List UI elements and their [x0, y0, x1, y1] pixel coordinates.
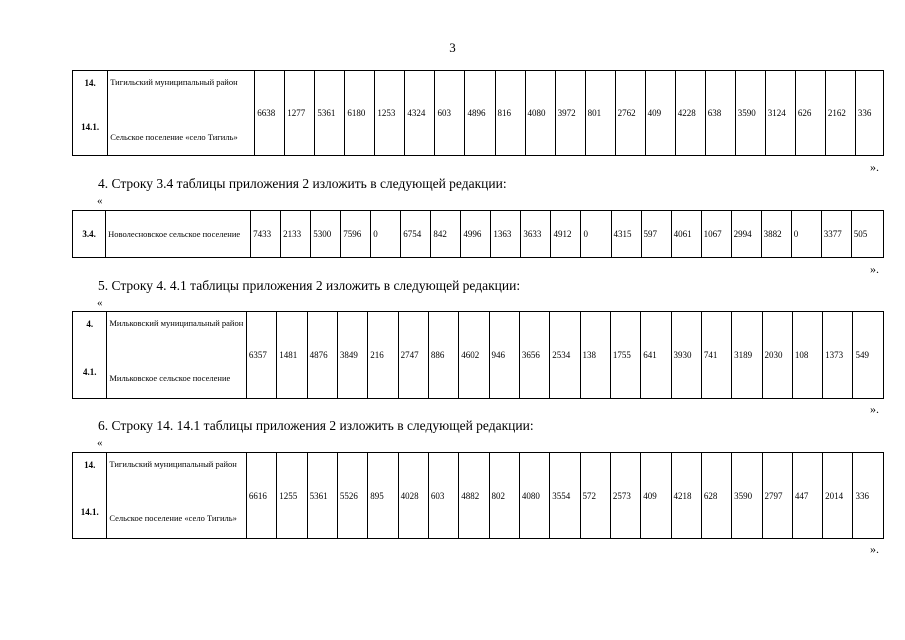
value-cell: 597 — [641, 211, 671, 258]
value-cell: 409 — [645, 71, 675, 156]
value-cell: 6616 — [246, 453, 276, 539]
value-cell: 3972 — [555, 71, 585, 156]
value-cell: 3554 — [550, 453, 580, 539]
row-name: Мильковский муниципальный район — [109, 318, 244, 328]
value-cell: 4324 — [405, 71, 435, 156]
value-cell: 7596 — [341, 211, 371, 258]
value-cell: 6754 — [401, 211, 431, 258]
section-heading: 6. Строку 14. 14.1 таблицы приложения 2 изложить в следующей редакции: — [98, 418, 534, 433]
value-cell: 6638 — [255, 71, 285, 156]
value-cell: 638 — [705, 71, 735, 156]
opening-quote: « — [97, 297, 103, 309]
value-cell: 4061 — [671, 211, 701, 258]
value-cell: 1253 — [375, 71, 405, 156]
value-cell: 626 — [795, 71, 825, 156]
value-cell: 0 — [371, 211, 401, 258]
table-tigil-2 — [72, 452, 884, 539]
value-cell: 6357 — [246, 312, 276, 399]
row-index: 4.1. — [82, 367, 97, 377]
row-name-cell — [107, 453, 247, 539]
closing-quote: ». — [870, 402, 879, 416]
row-index: 14.1. — [81, 122, 100, 132]
value-cell: 641 — [641, 312, 671, 399]
value-cell: 216 — [368, 312, 398, 399]
value-cell: 5300 — [311, 211, 341, 258]
value-cell: 2797 — [762, 453, 792, 539]
value-cell: 336 — [855, 71, 883, 156]
value-cell: 886 — [428, 312, 458, 399]
row-name: Тигильский муниципальный район — [109, 459, 237, 469]
value-cell: 4028 — [398, 453, 428, 539]
value-cell: 4228 — [675, 71, 705, 156]
value-cell: 1067 — [701, 211, 731, 258]
value-cell: 3849 — [337, 312, 367, 399]
value-cell: 3189 — [732, 312, 762, 399]
value-cell: 842 — [431, 211, 461, 258]
closing-quote: ». — [870, 542, 879, 556]
value-cell: 4876 — [307, 312, 337, 399]
value-cell: 4882 — [459, 453, 489, 539]
value-cell: 3124 — [765, 71, 795, 156]
value-cell: 1481 — [277, 312, 307, 399]
value-cell: 4602 — [459, 312, 489, 399]
page-number: 3 — [449, 40, 456, 55]
table-milkovo — [72, 311, 884, 399]
value-cell: 5526 — [337, 453, 367, 539]
value-cell: 2762 — [615, 71, 645, 156]
value-cell: 2133 — [281, 211, 311, 258]
section-heading: 4. Строку 3.4 таблицы приложения 2 изложить в следующей редакции: — [98, 176, 507, 191]
value-cell: 505 — [851, 211, 883, 258]
value-cell: 2162 — [825, 71, 855, 156]
value-cell: 0 — [581, 211, 611, 258]
value-cell: 2747 — [398, 312, 428, 399]
value-cell: 801 — [585, 71, 615, 156]
row-index-cell — [73, 312, 107, 399]
value-cell: 4315 — [611, 211, 641, 258]
row-name: Мильковское сельское поселение — [109, 373, 231, 383]
value-cell: 3656 — [519, 312, 549, 399]
value-cell: 3590 — [732, 453, 762, 539]
table-tigil-1 — [72, 70, 884, 156]
value-cell: 4080 — [525, 71, 555, 156]
value-cell: 2534 — [550, 312, 580, 399]
row-name — [106, 211, 251, 258]
value-cell: 447 — [792, 453, 822, 539]
value-cell: 0 — [791, 211, 821, 258]
value-cell: 4218 — [671, 453, 701, 539]
value-cell: 1363 — [491, 211, 521, 258]
value-cell: 1373 — [823, 312, 853, 399]
value-cell: 3590 — [735, 71, 765, 156]
value-cell: 4996 — [461, 211, 491, 258]
row-name: Сельское поселение «село Тигиль» — [109, 513, 237, 523]
opening-quote: « — [97, 195, 103, 207]
value-cell: 603 — [435, 71, 465, 156]
value-cell: 1255 — [277, 453, 307, 539]
value-cell: 946 — [489, 312, 519, 399]
value-cell: 895 — [368, 453, 398, 539]
value-cell: 138 — [580, 312, 610, 399]
section-heading: 5. Строку 4. 4.1 таблицы приложения 2 изложить в следующей редакции: — [98, 278, 521, 293]
value-cell: 4080 — [519, 453, 549, 539]
row-name-text: Новолесновское сельское поселение — [108, 228, 241, 239]
value-cell: 3930 — [671, 312, 701, 399]
value-cell: 1277 — [285, 71, 315, 156]
row-index: 14. — [84, 460, 96, 470]
value-cell: 741 — [701, 312, 731, 399]
value-cell: 7433 — [251, 211, 281, 258]
closing-quote: ». — [870, 262, 879, 276]
value-cell: 5361 — [307, 453, 337, 539]
value-cell: 3882 — [761, 211, 791, 258]
value-cell: 2994 — [731, 211, 761, 258]
value-cell: 1755 — [610, 312, 640, 399]
row-name-cell — [107, 312, 247, 399]
value-cell: 108 — [792, 312, 822, 399]
row-index: 3.4. — [73, 211, 106, 258]
value-cell: 336 — [853, 453, 884, 539]
value-cell: 2014 — [823, 453, 853, 539]
value-cell: 409 — [641, 453, 671, 539]
value-cell: 572 — [580, 453, 610, 539]
table-novolesnovskoe — [72, 210, 884, 258]
value-cell: 628 — [701, 453, 731, 539]
value-cell: 816 — [495, 71, 525, 156]
row-index-cell — [73, 453, 107, 539]
value-cell: 2573 — [610, 453, 640, 539]
row-index-cell — [73, 71, 108, 156]
row-index: 14.1. — [80, 507, 99, 517]
value-cell: 549 — [853, 312, 884, 399]
row-index: 14. — [84, 78, 96, 88]
row-name: Тигильский муниципальный район — [110, 77, 238, 87]
value-cell: 603 — [428, 453, 458, 539]
row-name-cell — [108, 71, 255, 156]
value-cell: 4896 — [465, 71, 495, 156]
closing-quote: ». — [870, 160, 879, 174]
value-cell: 802 — [489, 453, 519, 539]
row-index: 4. — [86, 319, 94, 329]
value-cell: 2030 — [762, 312, 792, 399]
value-cell: 3633 — [521, 211, 551, 258]
value-cell: 4912 — [551, 211, 581, 258]
value-cell: 3377 — [821, 211, 851, 258]
opening-quote: « — [97, 437, 103, 449]
value-cell: 6180 — [345, 71, 375, 156]
value-cell: 5361 — [315, 71, 345, 156]
row-name: Сельское поселение «село Тигиль» — [110, 132, 238, 142]
